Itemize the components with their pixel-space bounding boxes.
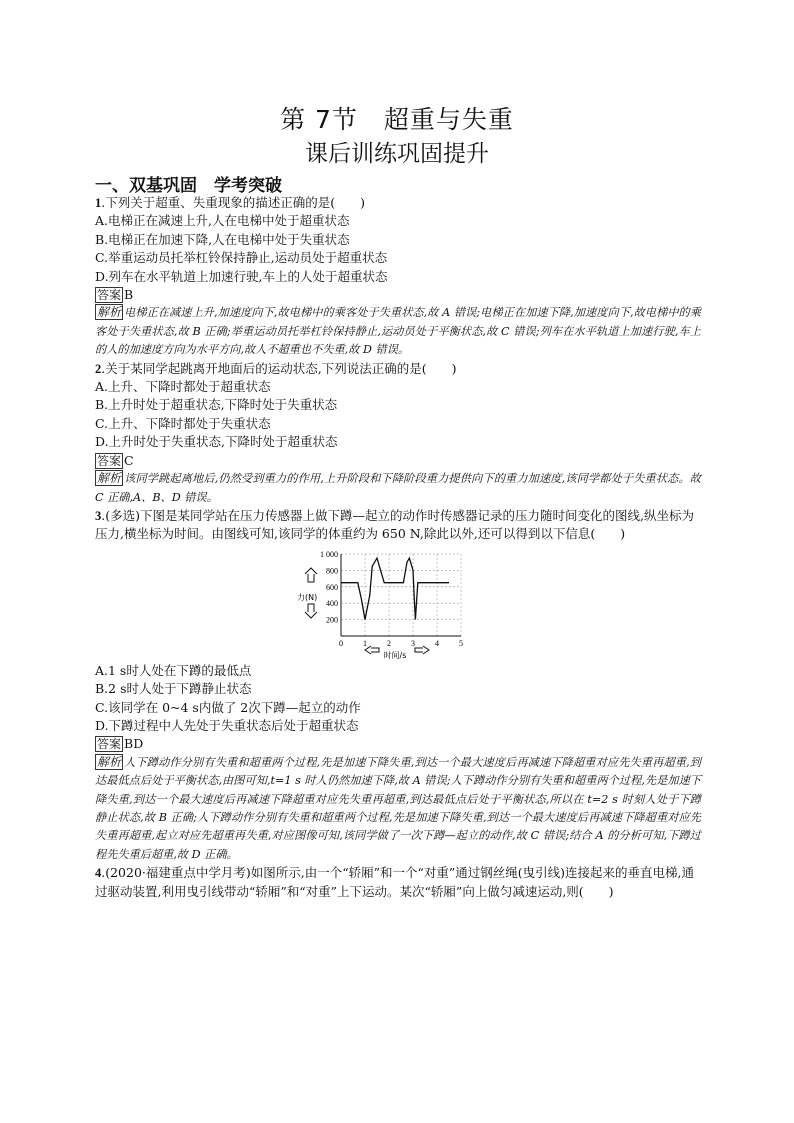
force-time-chart xyxy=(291,548,471,660)
question-2-option-b: B.上升时处于超重状态,下降时处于失重状态 xyxy=(95,397,338,413)
x-tick-label: 5 xyxy=(459,638,463,648)
question-3-option-c: C.该同学在 0~4 s内做了 2次下蹲—起立的动作 xyxy=(95,699,361,715)
analysis-tag: 解析 xyxy=(97,471,122,486)
question-3-answer: 答案 BD xyxy=(97,736,144,752)
question-1-stem: 1.下列关于超重、失重现象的描述正确的是( ) xyxy=(95,195,365,210)
analysis-tag: 解析 xyxy=(97,305,122,320)
page-subtitle: 课后训练巩固提升 xyxy=(305,141,489,167)
question-1-option-b: B.电梯正在加速下降,人在电梯中处于失重状态 xyxy=(95,231,350,247)
y-tick-label: 200 xyxy=(326,615,338,625)
question-3-option-d: D.下蹲过程中人先处于失重状态后处于超重状态 xyxy=(95,717,359,733)
section-heading: 一、双基巩固 学考突破 xyxy=(95,176,282,196)
chart-grid xyxy=(341,554,461,636)
answer-tag: 答案 xyxy=(97,288,122,303)
chart-axes xyxy=(341,554,461,636)
question-1-option-c: C.举重运动员托举杠铃保持静止,运动员处于超重状态 xyxy=(95,250,388,266)
x-tick-label: 1 xyxy=(363,638,367,648)
question-4-stem: 4.(2020·福建重点中学月考)如图所示,由一个“轿厢”和一个“对重”通过钢丝绳(曳引线)连接起来的垂直电梯,通过驱动装置,利用曳引线带动“轿厢”和“对重”上下运动。某次“轿厢”向上做匀减速运动,则( ) xyxy=(95,865,695,899)
question-2-option-c: C.上升、下降时都处于失重状态 xyxy=(95,415,271,431)
y-tick-label: 600 xyxy=(326,582,338,592)
question-3-stem: 3.(多选)下图是某同学站在压力传感器上做下蹲—起立的动作时传感器记录的压力随时间变化的图线,纵坐标为压力,横坐标为时间。由图线可知,该同学的体重约为 650 N,除此以外,还可以得到以下信息( ) xyxy=(95,507,694,542)
analysis-tag: 解析 xyxy=(97,754,122,769)
question-1-option-a: A.电梯正在减速上升,人在电梯中处于超重状态 xyxy=(95,213,350,229)
force-series-line xyxy=(341,558,449,620)
up-arrow-icon xyxy=(305,568,317,582)
y-tick-label: 800 xyxy=(326,566,338,576)
question-2-answer: 答案 C xyxy=(97,452,134,468)
y-tick-label: 400 xyxy=(326,598,338,608)
down-arrow-icon xyxy=(305,604,317,618)
right-arrow-icon xyxy=(415,646,429,654)
y-tick-label: 1 000 xyxy=(320,549,338,559)
questions xyxy=(95,194,701,901)
question-2-analysis: 解析 该同学跳起离地后,仍然受到重力的作用,上升阶段和下降阶段重力提供向下的重力加速度,该同学都处于失重状态。故 C 正确,A、B、D 错误。 xyxy=(95,471,701,504)
answer-tag: 答案 xyxy=(97,737,122,752)
question-1-analysis: 解析 电梯正在减速上升,加速度向下,故电梯中的乘客处于失重状态,故 A 错误;电梯正在加速下降,加速度向下,故电梯中的乘客处于失重状态,故 B 正确;举重运动员托举杠铃保持静止,运动员处于平衡状态,故 C 错误;列车在水平轨道上加速行驶,车上的人的加速度方向为水平方向,故人不超重也不失重,故 D 错误。 xyxy=(95,305,701,357)
x-tick-label: 0 xyxy=(339,638,343,648)
question-3-option-b: B.2 s时人处于下蹲静止状态 xyxy=(95,681,252,697)
x-tick-label: 2 xyxy=(387,638,391,648)
question-2-stem: 2.关于某同学起跳离开地面后的运动状态,下列说法正确的是( ) xyxy=(95,360,457,376)
answer-tag: 答案 xyxy=(97,453,122,468)
x-tick-label: 3 xyxy=(411,638,415,648)
x-tick-label: 4 xyxy=(435,638,439,648)
y-axis-label: 力(N) xyxy=(297,592,318,602)
force-time-chart-container xyxy=(95,544,701,662)
x-axis-label: 时间/s xyxy=(383,650,407,660)
question-1-option-d: D.列车在水平轨道上加速行驶,车上的人处于超重状态 xyxy=(95,268,388,284)
page-title: 第 7节 超重与失重 xyxy=(280,105,514,134)
question-1-answer: 答案 B xyxy=(97,287,134,303)
question-2-option-a: A.上升、下降时都处于超重状态 xyxy=(95,379,271,395)
question-2-option-d: D.上升时处于失重状态,下降时处于超重状态 xyxy=(95,434,338,450)
question-3-option-a: A.1 s时人处在下蹲的最低点 xyxy=(95,662,252,678)
question-3-analysis: 解析 人下蹲动作分别有失重和超重两个过程,先是加速下降失重,到达一个最大速度后再减速下降超重对应先失重再超重,到达最低点后处于平衡状态,由图可知,t=1 s 时人仍然加速下降,故 A 错误;人下蹲动作分别有失重和超重两个过程,先是加速下降失重,到达一个最大速度后再减速下降超重对应先失重再超重,到达最低点后处于平衡状态,所以在 t=2 s 时刻人处于下蹲静止状态,故 B 正确;人下蹲动作分别有失重和超重两个过程,先是加速下降失重,到达一个最大速度后再减速下降超重对应先失重再超重,起立对应先超重再失重,对应图像可知,该同学做了一次下蹲—起立的动作,故 C 错误;结合 A 的分析可知,下蹲过程先失重后超重,故 D 正确。 xyxy=(95,754,701,861)
left-arrow-icon xyxy=(365,646,379,654)
